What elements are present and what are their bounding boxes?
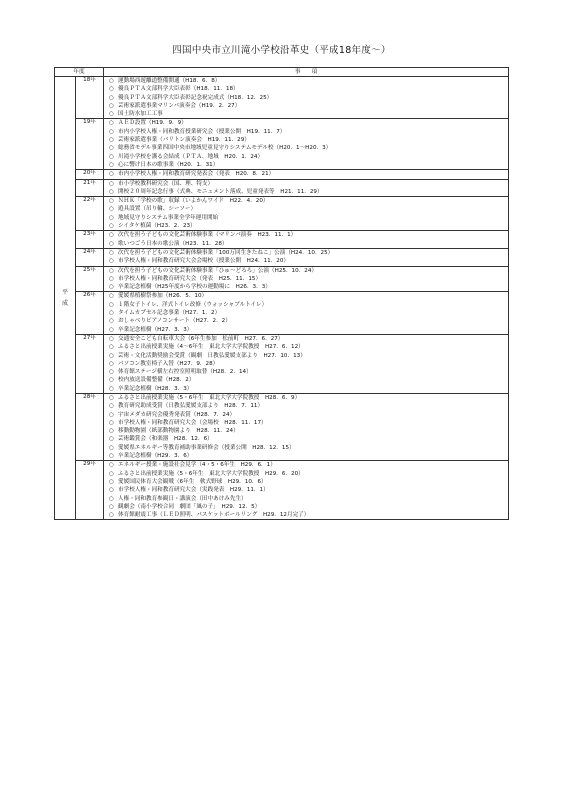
- year-label: 19年: [76, 119, 104, 170]
- event-text: エネルギー授業・施設社会見学（4・5・6年生 H29．6．1）: [118, 462, 276, 469]
- year-row: [55, 266, 509, 292]
- year-row: [55, 248, 509, 266]
- circle-bullet-icon: ○: [109, 503, 114, 510]
- event-text: 芸術家派遣事業（バリトン演奏会 H19．11．29）: [118, 137, 250, 144]
- circle-bullet-icon: ○: [109, 394, 114, 401]
- circle-bullet-icon: ○: [109, 128, 114, 135]
- event-text: 市内小学校人権・同和教育研究発表会（発表 H20．8．21）: [118, 171, 275, 178]
- event-text: 地域見守りシステム事業全学年運用開始: [118, 214, 219, 221]
- events-header: 事 項: [104, 68, 509, 77]
- event-text: 次代を担う子どもの文化芸術体験事業「100万回生きたねこ」公演（H24．10．25）: [118, 249, 334, 256]
- event-text: 市内小学校人権・同和教育授業研究会（授業公開 H19．11．7）: [118, 128, 286, 135]
- circle-bullet-icon: ○: [109, 249, 114, 256]
- year-label: 29年: [76, 461, 104, 520]
- event-item: [104, 368, 508, 376]
- event-item: [104, 394, 508, 402]
- event-item: [104, 360, 508, 368]
- event-text: 卒業記念植樹（H29．3．6）: [118, 453, 193, 460]
- event-text: 川滝小学校を護る会結成（ＰＴＡ、地域 H20．1．24）: [118, 153, 264, 160]
- event-text: 卒業記念植樹（H25年度から学校の運動場に H26．3．3）: [118, 284, 271, 291]
- event-text: 運動場西遊離道整備開通（H18．6．8）: [118, 78, 221, 84]
- event-text: 人権・同和教育参観日・講演会（田中あけみ先生）: [118, 495, 247, 502]
- event-text: 市学校人権・同和教育研究大会（発表 H25．11．15）: [118, 275, 262, 282]
- circle-bullet-icon: ○: [109, 512, 114, 519]
- year-label: 26年: [76, 292, 104, 334]
- event-item: [104, 343, 508, 351]
- circle-bullet-icon: ○: [109, 478, 114, 485]
- event-item: [104, 94, 508, 102]
- history-body: [55, 77, 509, 520]
- event-item: [104, 102, 508, 110]
- event-item: [104, 478, 508, 486]
- event-item: [104, 267, 508, 275]
- event-item: [104, 161, 508, 169]
- event-text: パソコン教室椅子入替（H27．9．28）: [118, 360, 219, 367]
- circle-bullet-icon: ○: [109, 86, 114, 93]
- events-cell: [104, 119, 509, 170]
- document-title: 四国中央市立川滝小学校沿革史（平成18年度～）: [172, 45, 391, 56]
- event-text: 卒業記念植樹（H28．3．3）: [118, 385, 193, 392]
- circle-bullet-icon: ○: [109, 436, 114, 443]
- event-text: 愛媛国民体育大会観戦（6年生 軟式野球 H29．10．6）: [118, 478, 267, 485]
- event-text: 愛媛県エネルギー等教育補助事業研修会（授業公開 H28．12．15）: [118, 444, 295, 451]
- circle-bullet-icon: ○: [109, 419, 114, 426]
- event-item: [104, 385, 508, 393]
- circle-bullet-icon: ○: [109, 385, 114, 392]
- era-char: 成: [61, 300, 68, 308]
- event-text: 体育館耐震工事（ＬＥＤ照明、バスケットボールリング H29．12月完了）: [118, 512, 310, 519]
- year-label: 27年: [76, 334, 104, 393]
- circle-bullet-icon: ○: [109, 428, 114, 435]
- event-item: [104, 240, 508, 248]
- circle-bullet-icon: ○: [109, 223, 114, 230]
- events-cell: [104, 197, 509, 231]
- event-item: [104, 376, 508, 384]
- circle-bullet-icon: ○: [109, 120, 114, 127]
- circle-bullet-icon: ○: [109, 180, 114, 187]
- year-row: [55, 197, 509, 231]
- event-text: 総務省モデル事業四国中央市地域児童見守りシステムモデル校（H20．1～H20．3）: [118, 145, 332, 152]
- year-row: [55, 292, 509, 334]
- circle-bullet-icon: ○: [109, 369, 114, 376]
- circle-bullet-icon: ○: [109, 111, 114, 118]
- circle-bullet-icon: ○: [109, 335, 114, 342]
- event-text: おしゃべりピアノコンサート（H27．2．2）: [118, 318, 231, 325]
- event-item: [104, 292, 508, 300]
- event-item: [104, 188, 508, 196]
- year-label: 18年: [76, 77, 104, 119]
- year-row: [55, 179, 509, 197]
- circle-bullet-icon: ○: [109, 310, 114, 317]
- circle-bullet-icon: ○: [109, 94, 114, 101]
- circle-bullet-icon: ○: [109, 411, 114, 418]
- event-text: ふるさと出前授業実施（5・6年生 東北大学大学院教授 H28．6．9）: [118, 394, 301, 401]
- year-label: 20年: [76, 170, 104, 179]
- event-text: 歌いつごう日本の歌公演（H23．11．28）: [118, 240, 228, 247]
- event-item: [104, 257, 508, 265]
- header-row: [55, 68, 509, 77]
- circle-bullet-icon: ○: [109, 232, 114, 239]
- event-text: 校内放送設備整備（H28．2）: [118, 377, 195, 384]
- circle-bullet-icon: ○: [109, 326, 114, 333]
- circle-bullet-icon: ○: [109, 198, 114, 205]
- circle-bullet-icon: ○: [109, 275, 114, 282]
- events-cell: [104, 231, 509, 249]
- event-item: [104, 301, 508, 309]
- event-text: ふるさと出前授業実施（5・6年生 東北大学大学院教授 H29．6．20）: [118, 470, 304, 477]
- year-label: 25年: [76, 266, 104, 292]
- event-item: [104, 461, 508, 469]
- event-text: 芸術・文化活動奨励会受賞（観劇 日教弘愛媛支部より H27．10．13）: [118, 352, 306, 359]
- event-text: ＮＨＫ「学校の歌」収録（いよかんワイド H22．4．20）: [118, 198, 269, 205]
- event-item: [104, 110, 508, 118]
- event-item: [104, 317, 508, 325]
- events-cell: [104, 179, 509, 197]
- circle-bullet-icon: ○: [109, 284, 114, 291]
- event-text: 遊具設置（吊り輪、シーソー）: [118, 206, 197, 213]
- year-row: [55, 119, 509, 170]
- circle-bullet-icon: ○: [109, 377, 114, 384]
- event-item: [104, 427, 508, 435]
- event-text: ＡＥＤ設置（H19．9．9）: [118, 120, 187, 127]
- event-text: 移動動物園（紙部動物園より H28．11．24）: [118, 428, 239, 435]
- events-cell: [104, 170, 509, 179]
- event-text: １階女子トイレ、洋式トイレ改修（ウォッシャブルトイレ）: [118, 301, 268, 308]
- event-text: タイムカプセル記念事業（H27．1．2）: [118, 310, 221, 317]
- event-item: [104, 470, 508, 478]
- event-item: [104, 170, 508, 178]
- events-cell: [104, 266, 509, 292]
- event-text: 優良ＰＴＡ文部科学大臣表彰（H18．11．18）: [118, 86, 239, 93]
- event-text: 交通安全こども自転車大会（6年生参加 松前町 H27．6．27）: [118, 335, 284, 342]
- event-text: 体育館ステージ横左右控室照明取替（H28．2．14）: [118, 369, 252, 376]
- events-cell: [104, 292, 509, 334]
- circle-bullet-icon: ○: [109, 267, 114, 274]
- circle-bullet-icon: ○: [109, 344, 114, 351]
- event-item: [104, 136, 508, 144]
- event-item: [104, 153, 508, 161]
- event-text: 市学校人権・同和教育研究大会（実践発表 H29．11．1）: [118, 487, 269, 494]
- circle-bullet-icon: ○: [109, 487, 114, 494]
- circle-bullet-icon: ○: [109, 360, 114, 367]
- circle-bullet-icon: ○: [109, 145, 114, 152]
- event-text: 次代を担う子どもの文化芸術体験事業「ひゅ～どろろ」公演（H25．10．24）: [118, 267, 317, 274]
- event-text: 芸術家派遣事業マリンバ演奏会（H19．2．27）: [118, 102, 241, 109]
- event-item: [104, 411, 508, 419]
- event-item: [104, 231, 508, 239]
- circle-bullet-icon: ○: [109, 352, 114, 359]
- circle-bullet-icon: ○: [109, 171, 114, 178]
- event-item: [104, 486, 508, 494]
- year-row: [55, 170, 509, 179]
- event-item: [104, 275, 508, 283]
- event-text: 国土防水加工工事: [118, 111, 163, 118]
- year-row: [55, 77, 509, 119]
- event-item: [104, 326, 508, 334]
- event-item: [104, 77, 508, 85]
- year-row: [55, 231, 509, 249]
- events-cell: [104, 248, 509, 266]
- event-item: [104, 214, 508, 222]
- event-item: [104, 435, 508, 443]
- event-text: 観劇会（南小学校合同 劇団「風の子」 H29．12．5）: [118, 503, 261, 510]
- event-text: シイタケ植菌（H23．2．23）: [118, 223, 196, 230]
- event-item: [104, 85, 508, 93]
- event-text: 市学校人権・同和教育研究大会会場校（授業公開 H24．11．20）: [118, 258, 290, 265]
- circle-bullet-icon: ○: [109, 161, 114, 168]
- event-item: [104, 503, 508, 511]
- event-item: [104, 495, 508, 503]
- event-item: [104, 283, 508, 291]
- event-text: 教育研究助成受賞（日教弘愛媛支部より H28．7．11）: [118, 403, 264, 410]
- circle-bullet-icon: ○: [109, 462, 114, 469]
- event-text: 次代を担う子どもの文化芸術体験事業（マリンバ演奏 H23．11．1）: [118, 232, 297, 239]
- event-text: ふるさと出前授業実施（4～6年生 東北大学大学院教授 H27．6．12）: [118, 344, 304, 351]
- circle-bullet-icon: ○: [109, 240, 114, 247]
- year-header: 年度: [55, 68, 104, 77]
- year-label: 28年: [76, 393, 104, 460]
- events-cell: [104, 77, 509, 119]
- year-row: [55, 461, 509, 520]
- circle-bullet-icon: ○: [109, 214, 114, 221]
- year-label: 22年: [76, 197, 104, 231]
- era-cell: [55, 77, 76, 520]
- event-item: [104, 144, 508, 152]
- event-text: 宇宙メダカ研究会優秀発表賞（H28．7．24）: [118, 411, 236, 418]
- event-text: 芸術鑑賞会（和楽器 H28．12．6）: [118, 436, 213, 443]
- event-item: [104, 309, 508, 317]
- circle-bullet-icon: ○: [109, 102, 114, 109]
- circle-bullet-icon: ○: [109, 293, 114, 300]
- event-item: [104, 511, 508, 519]
- event-text: 愛媛県植樹祭参加（H26．5．10）: [118, 293, 208, 300]
- event-text: 卒業記念植樹（H27．3．3）: [118, 326, 193, 333]
- era-char: 平: [61, 289, 68, 297]
- year-label: 24年: [76, 248, 104, 266]
- events-cell: [104, 334, 509, 393]
- event-item: [104, 249, 508, 257]
- event-text: 心に響け日本の歌事業（H20．1．31）: [118, 161, 219, 168]
- event-item: [104, 119, 508, 127]
- circle-bullet-icon: ○: [109, 403, 114, 410]
- year-row: [55, 334, 509, 393]
- circle-bullet-icon: ○: [109, 318, 114, 325]
- event-text: 優良ＰＴＡ文部科学大臣表彰記念祝完成式（H18．12．25）: [118, 94, 273, 101]
- event-item: [104, 128, 508, 136]
- circle-bullet-icon: ○: [109, 258, 114, 265]
- year-label: 21年: [76, 179, 104, 197]
- history-table: [54, 67, 509, 520]
- events-cell: [104, 393, 509, 460]
- event-item: [104, 419, 508, 427]
- event-text: 市小学校教科研究会（国、理、特支）: [118, 180, 214, 187]
- event-item: [104, 205, 508, 213]
- circle-bullet-icon: ○: [109, 137, 114, 144]
- circle-bullet-icon: ○: [109, 470, 114, 477]
- circle-bullet-icon: ○: [109, 188, 114, 195]
- event-item: [104, 452, 508, 460]
- circle-bullet-icon: ○: [109, 495, 114, 502]
- event-item: [104, 352, 508, 360]
- event-item: [104, 402, 508, 410]
- circle-bullet-icon: ○: [109, 206, 114, 213]
- circle-bullet-icon: ○: [109, 153, 114, 160]
- event-item: [104, 444, 508, 452]
- circle-bullet-icon: ○: [109, 444, 114, 451]
- circle-bullet-icon: ○: [109, 453, 114, 460]
- event-text: 市学校人権・同和教育研究大会（会場校 H28．11．17）: [118, 419, 267, 426]
- events-cell: [104, 461, 509, 520]
- event-item: [104, 180, 508, 188]
- event-item: [104, 222, 508, 230]
- year-label: 23年: [76, 231, 104, 249]
- event-text: 開校２０周年記念行事（式典、モニュメント落成、児童発表等 H21．11．29）: [118, 188, 323, 195]
- circle-bullet-icon: ○: [109, 78, 114, 84]
- circle-bullet-icon: ○: [109, 301, 114, 308]
- event-item: [104, 335, 508, 343]
- event-item: [104, 197, 508, 205]
- year-row: [55, 393, 509, 460]
